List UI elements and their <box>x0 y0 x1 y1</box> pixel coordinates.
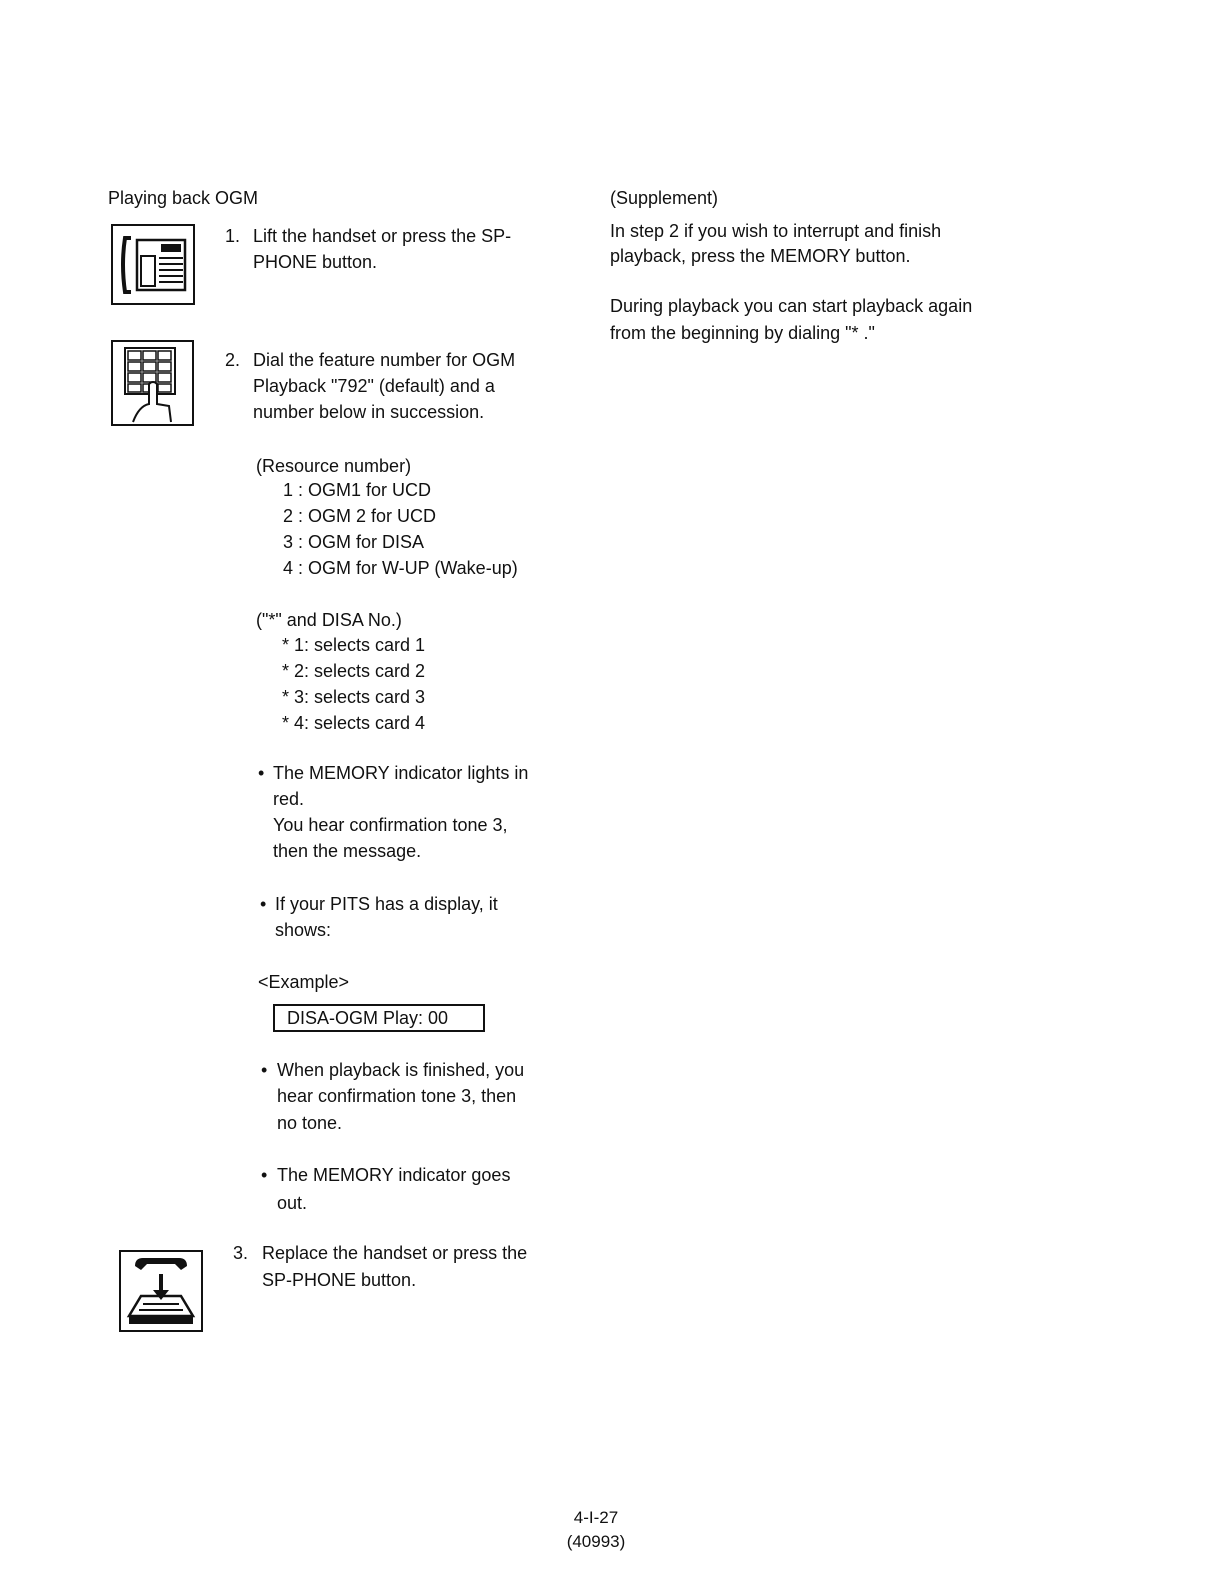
bullet1-line: then the message. <box>273 841 422 861</box>
disa-item: * 3: selects card 3 <box>282 687 426 707</box>
disa-item: * 4: selects card 4 <box>282 713 426 733</box>
disa-item: * 1: selects card 1 <box>282 635 426 655</box>
resource-item: 2 : OGM 2 for UCD <box>283 506 437 526</box>
page-number: 4-I-27 <box>573 1508 619 1527</box>
keypad-dial-icon <box>111 340 194 426</box>
resource-heading: (Resource number) <box>256 456 412 476</box>
bullet4-line: out. <box>277 1193 308 1213</box>
step2-line: Dial the feature number for OGM <box>253 350 516 370</box>
bullet3-line: hear confirmation tone 3, then <box>277 1086 517 1106</box>
bullet-glyph: • <box>258 763 265 783</box>
step3-line: SP-PHONE button. <box>262 1270 417 1290</box>
step3-number: 3. <box>233 1243 249 1263</box>
supplement-heading: (Supplement) <box>610 188 719 208</box>
bullet4-line: The MEMORY indicator goes <box>277 1165 511 1185</box>
bullet3-line: When playback is finished, you <box>277 1060 525 1080</box>
disa-heading: ("*" and DISA No.) <box>256 610 402 630</box>
bullet-glyph: • <box>260 894 267 914</box>
step1-line: PHONE button. <box>253 252 378 272</box>
step2-line: number below in succession. <box>253 402 485 422</box>
resource-item: 4 : OGM for W-UP (Wake-up) <box>283 558 518 578</box>
example-label: <Example> <box>258 972 350 992</box>
step1-line: Lift the handset or press the SP- <box>253 226 512 246</box>
disa-item: * 2: selects card 2 <box>282 661 426 681</box>
document-code: (40993) <box>566 1532 626 1551</box>
step2-number: 2. <box>225 350 241 370</box>
bullet-glyph: • <box>261 1060 268 1080</box>
resource-item: 3 : OGM for DISA <box>283 532 425 552</box>
supplement-line: In step 2 if you wish to interrupt and finish <box>610 221 942 241</box>
supplement-line: from the beginning by dialing "* ." <box>610 323 875 343</box>
bullet3-line: no tone. <box>277 1113 343 1133</box>
step3-line: Replace the handset or press the <box>262 1243 528 1263</box>
step1-number: 1. <box>225 226 241 246</box>
example-display: DISA-OGM Play: 00 <box>273 1004 485 1032</box>
bullet1-line: The MEMORY indicator lights in <box>273 763 529 783</box>
step2-line: Playback "792" (default) and a <box>253 376 495 396</box>
supplement-line: playback, press the MEMORY button. <box>610 246 911 266</box>
resource-item: 1 : OGM1 for UCD <box>283 480 432 500</box>
bullet1-line: red. <box>273 789 305 809</box>
supplement-line: During playback you can start playback again <box>610 296 973 316</box>
bullet1-line: You hear confirmation tone 3, <box>273 815 508 835</box>
bullet-glyph: • <box>261 1165 268 1185</box>
phone-handset-icon <box>111 224 195 305</box>
bullet2-line: shows: <box>275 920 332 940</box>
bullet2-line: If your PITS has a display, it <box>275 894 498 914</box>
section-title: Playing back OGM <box>108 188 259 208</box>
hang-up-icon <box>119 1250 203 1332</box>
